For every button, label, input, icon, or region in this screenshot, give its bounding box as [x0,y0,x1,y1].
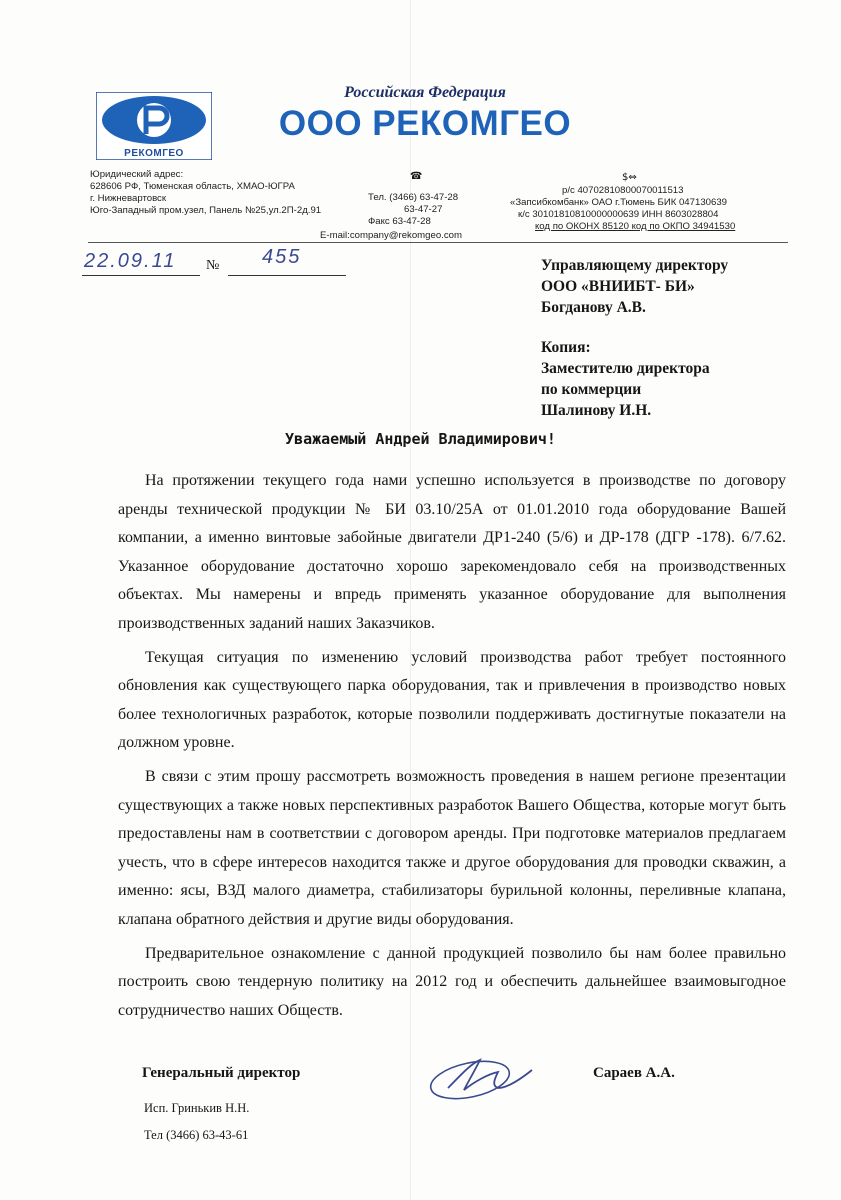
fax-line: Факс 63-47-28 [368,216,431,227]
number-underline [228,275,346,276]
copy-block [541,337,710,421]
addressee-line: Богданову А.В. [541,299,646,316]
body-paragraph: В связи с этим прошу рассмотреть возможность проведения в нашем регионе презентации существующих а также новых перспективных разработок Вашего Общества, которые могут быть предоставлены нам в соответствии с договором аренды. При подготовке материалов предлагаем учесть, что в сфере интересов находится также и другое оборудования для проводки скважин, а именно: ясы, ВЗД малого диаметра, стабилизаторы бурильной колонны, переливные клапана, клапана обратного действия и другие виды оборудования. [118,767,786,928]
legal-address [90,169,321,217]
phone-line: Тел. (3466) 63-47-28 [368,192,459,203]
addressee-block [541,255,728,318]
copy-line: по коммерции [541,381,642,398]
bank-line: к/с 30101810810000000639 ИНН 8603028804 [518,209,719,220]
body-paragraph: Предварительное ознакомление с данной продукцией позволило бы нам более правильно построить свою тендерную политику на 2012 год и обеспечить дальнейшее взаимовыгодное сотрудничество наших Обществ. [118,944,786,1019]
address-line: Юго-Западный пром.узел, Панель №25,ул.2П-2д.91 [90,205,322,216]
address-line: Юридический адрес: [90,169,184,180]
addressee-line: Управляющему директору [541,257,729,274]
handwritten-signature [418,1048,536,1102]
executor-block [144,1095,249,1149]
bank-icon: $⇔ [622,172,637,183]
date-underline [82,275,200,276]
executor-name: Исп. Гринькив Н.Н. [144,1101,250,1115]
copy-line: Шалинову И.Н. [541,402,652,419]
executor-phone: Тел (3466) 63-43-61 [144,1128,249,1142]
outgoing-number: 455 [262,246,302,268]
salutation: Уважаемый Андрей Владимирович! [285,430,556,448]
bank-line: код по ОКОНХ 85120 код по ОКПО 34941530 [535,221,736,232]
phone-block [368,192,458,228]
letter-body [118,467,786,1030]
email-address: E-mail:company@rekomgeo.com [320,230,462,241]
outgoing-date: 22.09.11 [84,250,177,272]
copy-line: Заместителю директора [541,360,710,377]
phone-line: 63-47-27 [404,204,443,215]
country-name: Российская Федерация [344,84,506,101]
logo-text: РЕКОМГЕО [124,148,184,159]
phone-icon: ☎ [410,171,423,182]
address-line: 628606 РФ, Тюменская область, ХМАО-ЮГРА [90,181,295,192]
number-label: № [206,258,220,273]
bank-line: «Запсибкомбанк» ОАО г.Тюмень БИК 047130639 [510,197,727,208]
signatory-title: Генеральный директор [142,1065,301,1081]
body-paragraph: Текущая ситуация по изменению условий производства работ требует постоянного обновления как существующего парка оборудования, так и привлечения в производство новых более технологичных разработок, которые позволили поддерживать достигнутые показатели на должном уровне. [118,648,786,752]
letterhead-divider [88,242,788,243]
bank-details [510,185,735,233]
addressee-line: ООО «ВНИИБТ- БИ» [541,278,695,295]
address-line: г. Нижневартовск [90,193,167,204]
copy-line: Копия: [541,339,591,356]
signatory-name: Сараев А.А. [593,1065,675,1081]
company-name: ООО РЕКОМГЕО [278,104,572,143]
bank-line: р/с 40702810800070011513 [562,185,684,196]
body-paragraph: На протяжении текущего года нами успешно используется в производстве по договору аренды технической продукции № БИ 03.10/25А от 01.01.2010 года оборудование Вашей компании, а именно винтовые забойные двигатели ДР1-240 (5/6) и ДР-178 (ДГР -178). 6/7.62. Указанное оборудование достаточно хорошо зарекомендовало себя на производственных объектах. Мы намерены и впредь применять указанное оборудование для выполнения производственных заданий наших Заказчиков. [118,472,786,632]
